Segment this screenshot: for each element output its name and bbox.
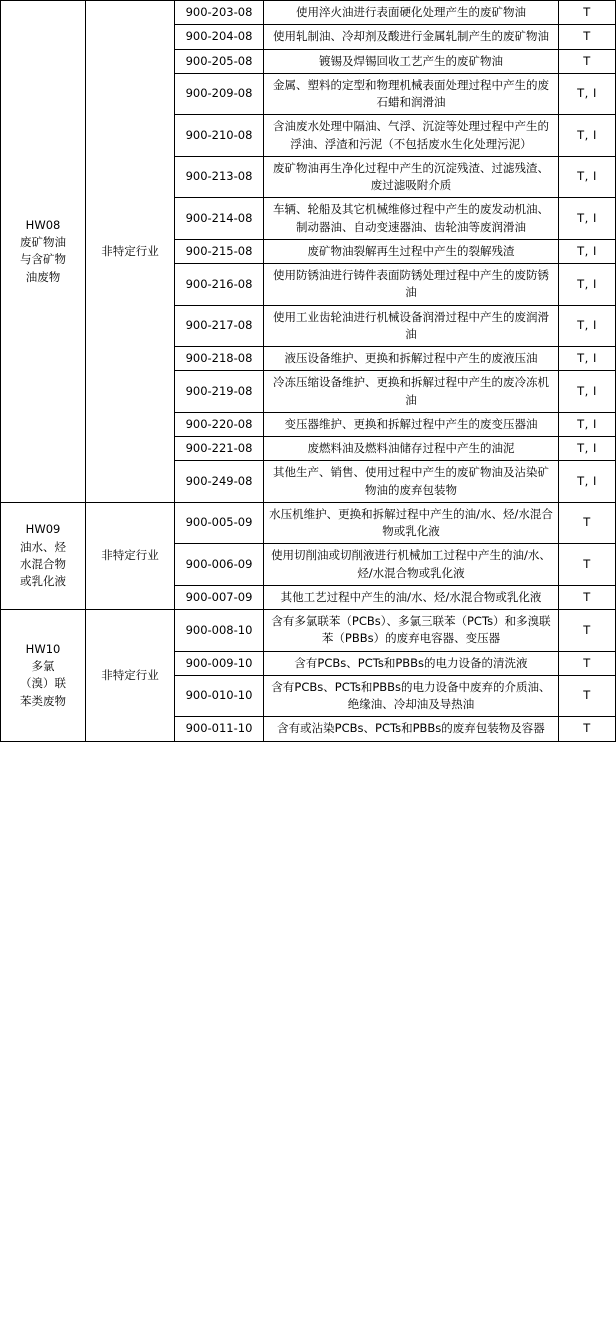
category-line: 油水、烃 xyxy=(20,539,66,554)
table-row xyxy=(1,502,616,544)
hazard-property: T xyxy=(559,25,616,49)
hazard-property: T, I xyxy=(559,198,616,240)
waste-code: 900-203-08 xyxy=(175,1,264,25)
category-line: （溴）联 xyxy=(20,676,66,691)
waste-code: 900-204-08 xyxy=(175,25,264,49)
waste-description: 金属、塑料的定型和物理机械表面处理过程中产生的废石蜡和润滑油 xyxy=(264,73,559,115)
hazard-property: T, I xyxy=(559,305,616,347)
waste-description: 使用轧制油、冷却剂及酸进行金属轧制产生的废矿物油 xyxy=(264,25,559,49)
waste-description: 水压机维护、更换和拆解过程中产生的油/水、烃/水混合物或乳化液 xyxy=(264,502,559,544)
waste-description: 使用切削油或切削液进行机械加工过程中产生的油/水、烃/水混合物或乳化液 xyxy=(264,544,559,586)
hazard-property: T xyxy=(559,651,616,675)
hazard-property: T xyxy=(559,502,616,544)
waste-description: 废燃料油及燃料油储存过程中产生的油泥 xyxy=(264,437,559,461)
waste-code: 900-216-08 xyxy=(175,264,264,306)
waste-code: 900-005-09 xyxy=(175,502,264,544)
hazard-property: T, I xyxy=(559,264,616,306)
category-line: HW09 xyxy=(25,522,61,537)
waste-description: 冷冻压缩设备维护、更换和拆解过程中产生的废冷冻机油 xyxy=(264,371,559,413)
waste-code: 900-249-08 xyxy=(175,461,264,503)
hazard-property: T xyxy=(559,544,616,586)
category-line: 苯类废物 xyxy=(20,693,66,708)
table-row xyxy=(1,1,616,25)
waste-description: 含有PCBs、PCTs和PBBs的电力设备中废弃的介质油、绝缘油、冷却油及导热油 xyxy=(264,675,559,717)
category-line: HW10 xyxy=(25,641,61,656)
waste-code: 900-213-08 xyxy=(175,156,264,198)
category-line: 废矿物油 xyxy=(20,235,66,250)
waste-code: 900-217-08 xyxy=(175,305,264,347)
category-line: 多氯 xyxy=(31,659,55,673)
waste-description: 使用防锈油进行铸件表面防锈处理过程中产生的废防锈油 xyxy=(264,264,559,306)
waste-description: 使用淬火油进行表面硬化处理产生的废矿物油 xyxy=(264,1,559,25)
hazard-property: T, I xyxy=(559,115,616,157)
table-row xyxy=(1,610,616,652)
waste-description: 使用工业齿轮油进行机械设备润滑过程中产生的废润滑油 xyxy=(264,305,559,347)
industry-cell-hw08: 非特定行业 xyxy=(86,1,175,503)
waste-code: 900-215-08 xyxy=(175,239,264,263)
waste-code: 900-219-08 xyxy=(175,371,264,413)
category-line: 油废物 xyxy=(25,269,61,284)
hazard-property: T xyxy=(559,49,616,73)
waste-code: 900-220-08 xyxy=(175,412,264,436)
hazard-property: T xyxy=(559,717,616,741)
waste-description: 含有PCBs、PCTs和PBBs的电力设备的清洗液 xyxy=(264,651,559,675)
waste-description: 废矿物油再生净化过程中产生的沉淀残渣、过滤残渣、废过滤吸附介质 xyxy=(264,156,559,198)
hazard-property: T, I xyxy=(559,73,616,115)
waste-description: 其他生产、销售、使用过程中产生的废矿物油及沾染矿物油的废弃包装物 xyxy=(264,461,559,503)
waste-code: 900-009-10 xyxy=(175,651,264,675)
category-cell-hw10 xyxy=(1,610,86,742)
waste-code: 900-007-09 xyxy=(175,585,264,609)
category-line: HW08 xyxy=(25,217,61,232)
hazard-property: T xyxy=(559,675,616,717)
industry-cell-hw09: 非特定行业 xyxy=(86,502,175,609)
waste-description: 镀锡及焊锡回收工艺产生的废矿物油 xyxy=(264,49,559,73)
waste-description: 含有或沾染PCBs、PCTs和PBBs的废弃包装物及容器 xyxy=(264,717,559,741)
category-cell-hw08 xyxy=(1,1,86,503)
waste-code: 900-205-08 xyxy=(175,49,264,73)
category-cell-hw09 xyxy=(1,502,86,609)
hazard-property: T, I xyxy=(559,461,616,503)
table-body xyxy=(1,1,616,742)
waste-code: 900-214-08 xyxy=(175,198,264,240)
waste-code: 900-221-08 xyxy=(175,437,264,461)
waste-description: 变压器维护、更换和拆解过程中产生的废变压器油 xyxy=(264,412,559,436)
waste-code: 900-210-08 xyxy=(175,115,264,157)
hazard-property: T, I xyxy=(559,437,616,461)
waste-code: 900-011-10 xyxy=(175,717,264,741)
waste-description: 其他工艺过程中产生的油/水、烃/水混合物或乳化液 xyxy=(264,585,559,609)
waste-code: 900-008-10 xyxy=(175,610,264,652)
hazard-property: T, I xyxy=(559,239,616,263)
hazard-property: T xyxy=(559,585,616,609)
hazard-property: T xyxy=(559,610,616,652)
waste-description: 废矿物油裂解再生过程中产生的裂解残渣 xyxy=(264,239,559,263)
waste-code: 900-209-08 xyxy=(175,73,264,115)
waste-code: 900-006-09 xyxy=(175,544,264,586)
waste-description: 液压设备维护、更换和拆解过程中产生的废液压油 xyxy=(264,347,559,371)
waste-description: 含油废水处理中隔油、气浮、沉淀等处理过程中产生的浮油、浮渣和污泥（不包括废水生化处理污泥） xyxy=(264,115,559,157)
waste-code: 900-218-08 xyxy=(175,347,264,371)
category-line: 或乳化液 xyxy=(20,574,66,589)
hazard-property: T, I xyxy=(559,347,616,371)
waste-description: 车辆、轮船及其它机械维修过程中产生的废发动机油、制动器油、自动变速器油、齿轮油等废润滑油 xyxy=(264,198,559,240)
hazard-property: T, I xyxy=(559,371,616,413)
hazard-property: T xyxy=(559,1,616,25)
industry-cell-hw10: 非特定行业 xyxy=(86,610,175,742)
waste-description: 含有多氯联苯（PCBs）、多氯三联苯（PCTs）和多溴联苯（PBBs）的废弃电容器、变压器 xyxy=(264,610,559,652)
category-line: 与含矿物 xyxy=(20,252,66,267)
waste-code: 900-010-10 xyxy=(175,675,264,717)
hazard-property: T, I xyxy=(559,412,616,436)
category-line: 水混合物 xyxy=(20,556,66,571)
hazard-property: T, I xyxy=(559,156,616,198)
